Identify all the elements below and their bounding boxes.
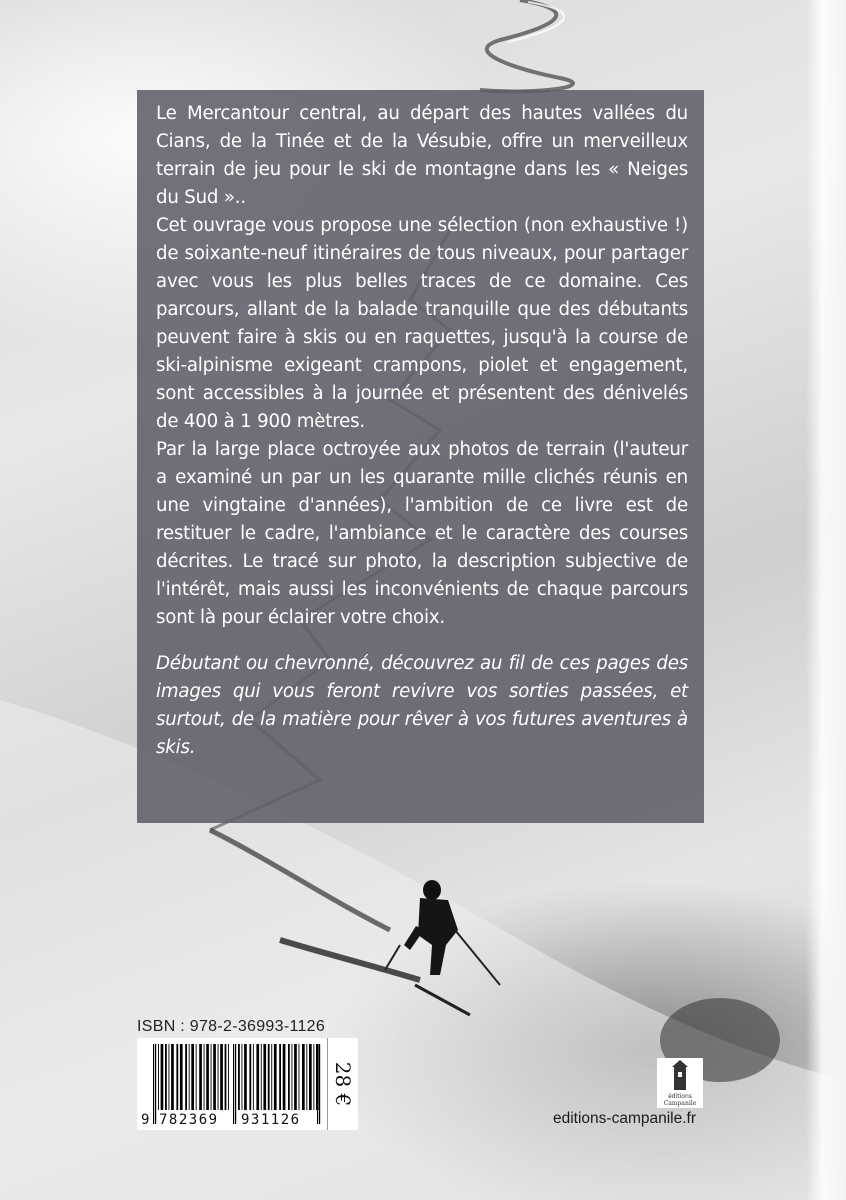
barcode-digits-right: 931126: [241, 1112, 301, 1128]
barcode-bar: [220, 1044, 223, 1110]
publisher-url: editions-campanile.fr: [553, 1110, 697, 1127]
barcode-bar: [213, 1044, 216, 1110]
barcode-bar: [249, 1044, 251, 1110]
isbn-label: ISBN : 978-2-36993-1126: [137, 1018, 326, 1035]
barcode-bar: [180, 1044, 183, 1110]
logo-text-campanile: Campanile: [663, 1100, 697, 1107]
barcode-bar: [261, 1044, 262, 1110]
barcode-guard-bar: [155, 1044, 156, 1124]
paragraph-closing: Débutant ou chevronné, découvrez au fil de ces pages des images qui vous feront revivre vos sorties passées, et surtout, de la matière pour rêver à vos futures aventures à skis.: [156, 653, 688, 758]
barcode-bar: [274, 1044, 277, 1110]
barcode-guard-bar: [233, 1044, 234, 1124]
barcode-bar: [271, 1044, 272, 1110]
barcode-bar: [299, 1044, 300, 1110]
barcode-bar: [292, 1044, 293, 1110]
barcode-bar: [313, 1044, 314, 1110]
barcode-digits-left: 782369: [159, 1112, 219, 1128]
barcode-guard-bar: [235, 1044, 236, 1124]
barcode-bar: [225, 1044, 227, 1110]
barcode-bar: [302, 1044, 305, 1110]
barcode-bar: [191, 1044, 194, 1110]
barcode-bar: [204, 1044, 205, 1110]
barcode-bar: [263, 1044, 266, 1110]
barcode-bar: [244, 1044, 247, 1110]
back-cover-text-panel: [137, 90, 704, 823]
paragraph-intro: Le Mercantour central, au départ des hautes vallées du Cians, de la Tinée et de la Vésubie, offre un merveilleux terrain de jeu pour le ski de montagne dans les « Neiges du Sud »..: [156, 103, 688, 208]
barcode-bar: [171, 1044, 174, 1110]
barcode-bar: [242, 1044, 243, 1110]
barcode-bar: [238, 1044, 240, 1110]
barcode-bar: [288, 1044, 290, 1110]
barcode-bar: [158, 1044, 159, 1110]
barcode-bar: [206, 1044, 209, 1110]
barcode-guard-bar: [319, 1044, 320, 1124]
paragraph-photos: Par la large place octroyée aux photos de terrain (l'auteur a examiné un par un les quarante mille clichés réunis en une vingtaine d'années), l'ambition de ce livre est de restituer le cadre, l'ambiance et le caractère des courses décrites. Le tracé sur photo, la description subjective de l'intérêt, mais aussi les inconvénients de chaque parcours sont là pour éclairer votre choix.: [156, 439, 688, 628]
barcode-guard-bar: [153, 1044, 154, 1124]
logo-text-editions: éditions: [668, 1093, 692, 1100]
barcode: [137, 1038, 358, 1130]
barcode-bar: [189, 1044, 190, 1110]
barcode-bars: [137, 1038, 327, 1130]
barcode-bar: [316, 1044, 319, 1110]
barcode-bar: [211, 1044, 212, 1110]
spine-edge: [806, 0, 846, 1200]
barcode-bar: [161, 1044, 164, 1110]
barcode-bar: [268, 1044, 270, 1110]
paragraph-selection: Cet ouvrage vous propose une sélection (non exhaustive !) de soixante-neuf itinéraires de tous niveaux, pour partager avec vous les plus belles traces de ce domaine. Ces parcours, allant de la balade tranquille que des débutants peuvent faire à skis ou en raquettes, jusqu'à la course de ski-alpinisme exigeant crampons, piolet et engagement, sont accessibles à la journée et présentent des dénivelés de 400 à 1 900 mètres.: [156, 215, 688, 432]
barcode-bar: [306, 1044, 307, 1110]
barcode-bar: [176, 1044, 178, 1110]
barcode-bar: [253, 1044, 254, 1110]
barcode-bar: [165, 1044, 167, 1110]
barcode-bar: [218, 1044, 219, 1110]
barcode-bar: [169, 1044, 170, 1110]
campanile-tower-icon: [657, 1058, 703, 1108]
barcode-bar: [279, 1044, 281, 1110]
barcode-bar: [256, 1044, 259, 1110]
barcode-bar: [196, 1044, 197, 1110]
barcode-bar: [185, 1044, 187, 1110]
barcode-bar: [294, 1044, 297, 1110]
price-box: [327, 1038, 358, 1130]
publisher-logo: [657, 1058, 703, 1108]
barcode-bar: [199, 1044, 202, 1110]
ski-track-top: [480, 0, 573, 91]
barcode-first-digit: 9: [141, 1112, 150, 1128]
barcode-bar: [309, 1044, 312, 1110]
barcode-bar: [228, 1044, 229, 1110]
barcode-bar: [283, 1044, 286, 1110]
price-label: 28 €: [331, 1061, 355, 1107]
